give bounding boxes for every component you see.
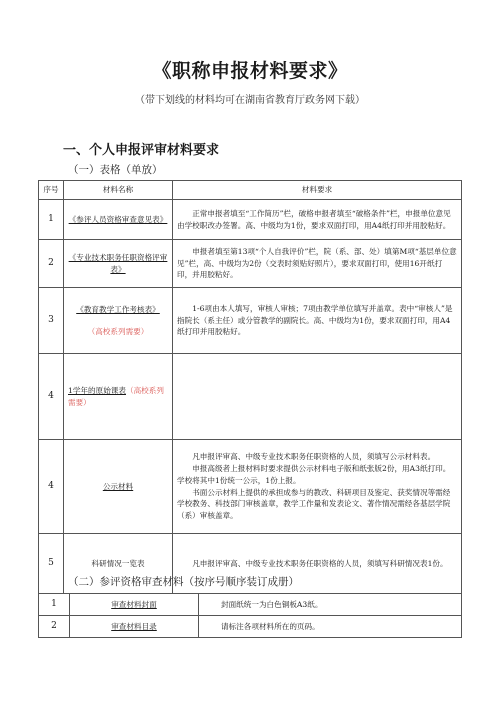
material-link[interactable]: 《教育教学工作考核表》 bbox=[76, 304, 160, 314]
material-requirement: 封面纸统一为白色铜板A3纸。 bbox=[199, 594, 462, 616]
row-number: 5 bbox=[39, 534, 64, 594]
material-link[interactable]: 审查材料封面 bbox=[111, 599, 157, 609]
material-note: （高校系列需要） bbox=[87, 326, 149, 336]
material-requirement: 凡申报评审高、中级专业技术职务任职资格的人员，须填写公示材料表。 bbox=[192, 452, 436, 462]
material-requirement: 申报高级者上报材料时要求提供公示材料电子版和纸张版2份，用A3纸打印。学校将其中1份统一公示，1份上报。 bbox=[177, 463, 451, 485]
header-cell-name: 材料名称 bbox=[64, 181, 173, 200]
material-name: 科研情况一览表 bbox=[64, 534, 173, 594]
row-number: 1 bbox=[39, 594, 70, 616]
row-number: 4 bbox=[39, 440, 64, 534]
material-requirement: 1-6项由本人填写，审核人审核；7项由教学单位填写并盖章。表中“审核人”是指院长（系主任）或分管教学的副院长。高、中级均为1份，要求双面打印，用A4纸打印并用胶粘好。 bbox=[177, 303, 453, 337]
material-link[interactable]: 审查材料目录 bbox=[111, 621, 157, 631]
table-row bbox=[39, 240, 462, 288]
material-requirement: 申报者填至第13项“个人自我评价”栏，院（系、部、处）填第M项“基层单位意见”栏，高、中级均为2份（交表时须贴好照片），要求双面打印，使用16开纸打印，并用胶粘好。 bbox=[177, 246, 457, 280]
material-requirement: 请标注各项材料所在的页码。 bbox=[199, 616, 462, 638]
table-row bbox=[39, 594, 462, 616]
section-heading: 一、个人申报评审材料要求 bbox=[63, 143, 220, 158]
material-link[interactable]: 1学年的原始课表 bbox=[68, 385, 126, 395]
table-row bbox=[39, 616, 462, 638]
row-number: 4 bbox=[39, 354, 64, 440]
material-requirement: 正常申报者填至“工作简历”栏，破格申报者填至“破格条件”栏，申报单位意见由学校职改办签署。高、中级均为1份，要求双面打印，用A4纸打印并用胶粘好。 bbox=[177, 208, 451, 230]
page-title: 《职称申报材料要求》 bbox=[152, 60, 348, 82]
page-subtitle: （带下划线的材料均可在湖南省教育厅政务网下载） bbox=[135, 95, 365, 106]
table-row bbox=[39, 354, 462, 440]
material-requirement: 凡申报评审高、中级专业技术职务任职资格的人员，须填写科研情况表1份。 bbox=[192, 558, 448, 568]
subsection-heading-forms: （一）表格（单放） bbox=[68, 164, 163, 176]
header-cell-req: 材料要求 bbox=[173, 181, 462, 200]
material-note: （高校系列需要） bbox=[68, 385, 164, 407]
empty-requirement-cell bbox=[173, 354, 462, 440]
row-number: 2 bbox=[39, 616, 70, 638]
table-row bbox=[39, 200, 462, 240]
review-materials-table bbox=[38, 593, 462, 638]
row-number: 1 bbox=[39, 200, 64, 240]
header-cell-no: 序号 bbox=[39, 181, 64, 200]
material-link[interactable]: 公示材料 bbox=[102, 481, 134, 491]
row-number: 2 bbox=[39, 240, 64, 288]
row-number: 3 bbox=[39, 288, 64, 354]
table-header-row bbox=[39, 181, 462, 200]
material-link[interactable]: 《专业技术职务任职资格评审表》 bbox=[68, 252, 168, 274]
material-link[interactable]: 《参评人员资格审查意见表》 bbox=[68, 214, 168, 224]
table-row bbox=[39, 288, 462, 354]
material-requirement: 书面公示材料上提供的承担成参与的教改、科研项目及鉴定、获奖情况等需经学校教务、科技部门审核盖章，教学工作量和发表论文、著作情况需经各基层学院（系）审核盖章。 bbox=[177, 487, 451, 521]
forms-table bbox=[38, 180, 462, 594]
table-row bbox=[39, 440, 462, 534]
subsection-heading-review: （二）参评资格审查材料（按序号顺序装订成册） bbox=[68, 576, 299, 588]
